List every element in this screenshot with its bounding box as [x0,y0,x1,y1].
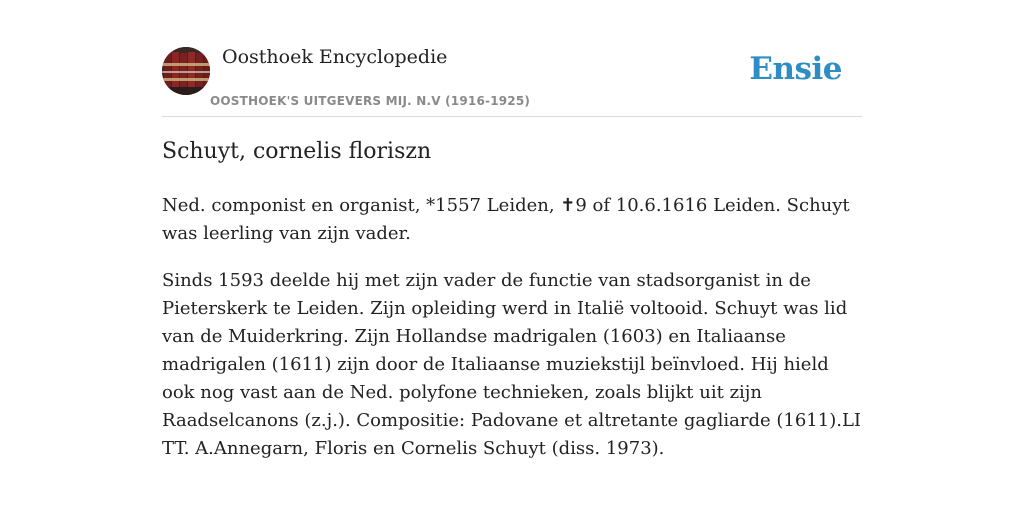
source-header [162,0,862,117]
encyclopedia-books-avatar[interactable] [162,47,210,95]
entry-title: Schuyt, cornelis floriszn [162,139,432,164]
ensie-logo[interactable]: Ensie [749,51,842,87]
article-page [162,0,862,459]
source-subtitle: OOSTHOEK'S UITGEVERS MIJ. N.V (1916-1925) [210,94,531,108]
entry-paragraph: Ned. componist en organist, *1557 Leiden, ✝9 of 10.6.1616 Leiden. Schuyt was leerling van zijn vader. [162,195,850,244]
entry-paragraph: Sinds 1593 deelde hij met zijn vader de functie van stadsorganist in de Pieterskerk te Leiden. Zijn opleiding werd in Italië voltooid. Schuyt was lid van de Muiderkring. Zijn Hollandse madrigalen (1603) en Italiaanse madrigalen (1611) zijn door de Italiaanse muziekstijl beïnvloed. Hij hield ook nog vast aan de Ned. polyfone technieken, zoals blijkt uit zijn Raadselcanons (z.j.). Compositie: Padovane et altretante gagliarde (1611).LI TT. A.Annegarn, Floris en Cornelis Schuyt (diss. 1973). [162,270,862,459]
entry-body [162,192,862,482]
source-title[interactable]: Oosthoek Encyclopedie [222,46,448,68]
